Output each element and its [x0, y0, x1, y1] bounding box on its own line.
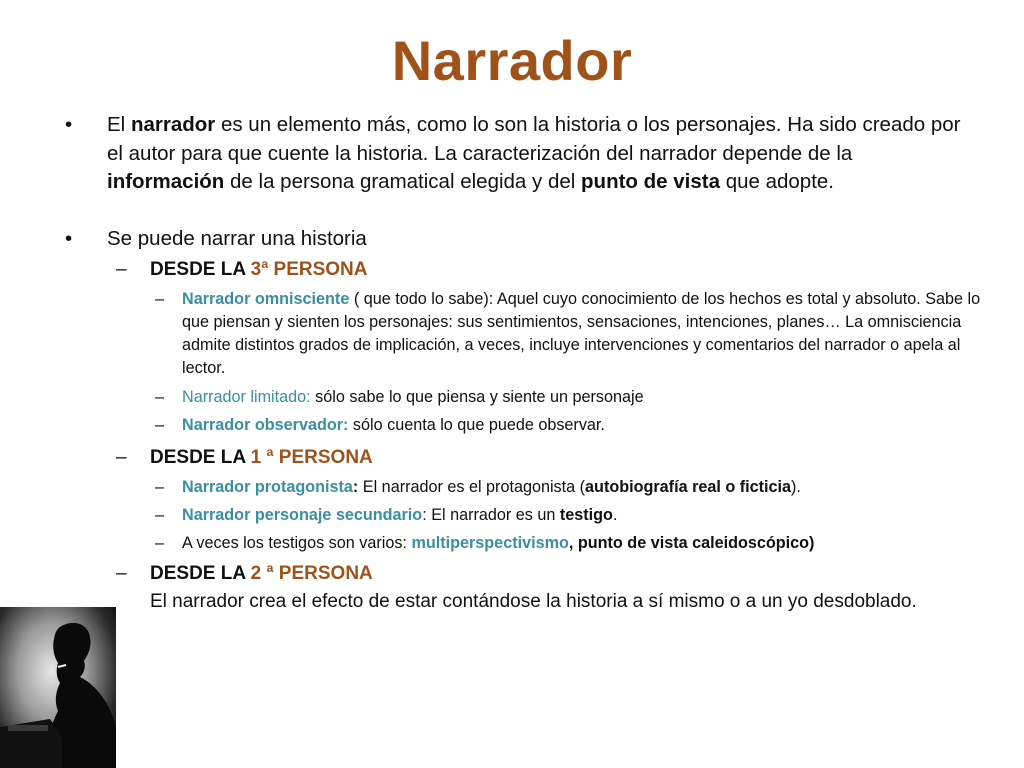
term: multiperspectivismo [411, 534, 569, 552]
bold-text: , punto de vista caleidoscópico) [568, 534, 815, 552]
heading-third-person [116, 256, 970, 284]
dash-marker: – [155, 388, 165, 406]
writer-silhouette-image [0, 607, 116, 768]
term: Narrador limitado: [182, 388, 311, 406]
text: . [612, 506, 618, 524]
term: Narrador protagonista [182, 478, 353, 496]
term: Narrador personaje secundario [182, 506, 423, 524]
item-omnisciente [155, 288, 982, 380]
heading-label: DESDE LA [150, 447, 251, 468]
dash-marker: – [116, 259, 127, 280]
item-testigos-varios [155, 532, 982, 555]
bullet-marker: • [65, 227, 73, 250]
bullet-marker: • [65, 113, 73, 136]
item-observador [155, 414, 982, 437]
bold-text: autobiografía real o ficticia [585, 478, 792, 496]
item-limitado [155, 386, 982, 409]
text: es un elemento más, como lo son la historia o los personajes. Ha sido creado por el autor para que cuente la historia. La caracterización del narrador depende de la [107, 113, 961, 165]
text: El narrador crea el efecto de estar contándose la historia a sí mismo o a un yo desdoblado. [150, 591, 917, 612]
dash-marker: – [155, 416, 165, 434]
heading-person: 3ª PERSONA [250, 259, 368, 280]
dash-marker: – [155, 478, 165, 496]
writer-photo [0, 607, 116, 768]
dash-marker: – [155, 290, 165, 308]
text: Se puede narrar una historia [107, 227, 367, 250]
text: A veces los testigos son varios: [182, 534, 412, 552]
term: Narrador observador: [182, 416, 349, 434]
text: que adopte. [720, 170, 834, 193]
heading-second-person [116, 560, 970, 616]
heading-label: DESDE LA [150, 259, 251, 280]
text: sólo sabe lo que piensa y siente un personaje [310, 388, 644, 406]
item-personaje-secundario [155, 504, 982, 527]
heading-person: 2 ª PERSONA [250, 563, 373, 584]
text: El [107, 113, 131, 136]
bullet-narrador-definition [65, 111, 967, 197]
text: ). [791, 478, 801, 496]
colon: : [352, 478, 359, 496]
dash-marker: – [116, 447, 127, 468]
bold-punto-de-vista: punto de vista [581, 170, 720, 193]
term: Narrador omnisciente [182, 290, 350, 308]
text: : El narrador es un [422, 506, 560, 524]
text: sólo cuenta lo que puede observar. [348, 416, 605, 434]
heading-label: DESDE LA [150, 563, 251, 584]
bullet-narrar-historia [65, 225, 967, 254]
heading-first-person [116, 444, 970, 472]
text: ( que todo lo sabe): Aquel cuyo conocimiento de los hechos es total y absoluto. Sabe lo que piensan y sienten los personajes: sus sentimientos, sensaciones, intenciones, planes… La omnisciencia admite distintos grados de implicación, a veces, incluye intervenciones y comentarios del narrador o apela al lector. [182, 290, 981, 377]
dash-marker: – [116, 563, 127, 584]
heading-person: 1 ª PERSONA [250, 447, 373, 468]
text: de la persona gramatical elegida y del [224, 170, 582, 193]
item-protagonista [155, 476, 982, 499]
dash-marker: – [155, 534, 165, 552]
slide-title: Narrador [391, 29, 633, 92]
dash-marker: – [155, 506, 165, 524]
bold-narrador: narrador [130, 113, 216, 136]
text: El narrador es el protagonista ( [358, 478, 586, 496]
bold-informacion: información [107, 170, 225, 193]
bold-text: testigo [559, 506, 613, 524]
